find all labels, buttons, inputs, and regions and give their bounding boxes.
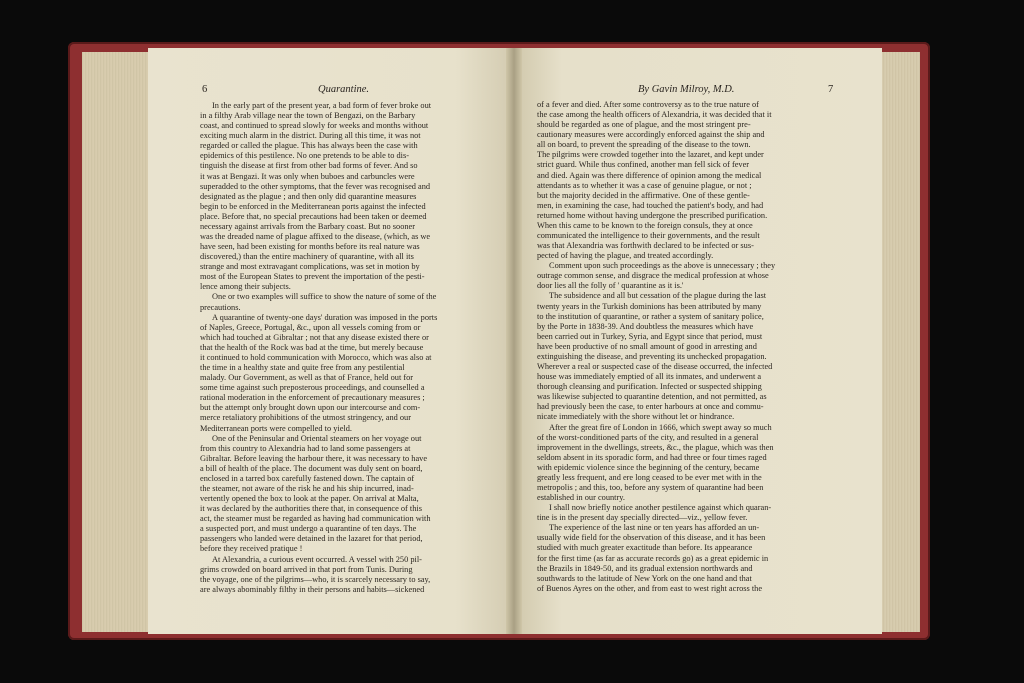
text-line: rational moderation in the enforcement of precautionary measures ; (200, 393, 425, 403)
text-line: the voyage, one of the pilgrims—who, it is scarcely necessary to say, (200, 574, 431, 584)
text-line: passengers who landed were detained in the lazaret for that period, (200, 534, 423, 544)
text-line: southwards to the latitude of New York on the one hand and that (537, 573, 752, 583)
text-line: was likewise subjected to quarantine detention, and not permitted, as (537, 392, 767, 402)
text-line: metropolis ; and this, too, before any system of quarantine had been (537, 482, 764, 492)
text-line: most of the European States to prevent the importation of the pesti- (200, 272, 425, 282)
text-line: epidemics of this pestilence. No one pretends to be able to dis- (200, 151, 410, 161)
text-line: enclosed in a tarred box carefully fastened down. The captain of (200, 473, 415, 483)
text-line: usually wide field for the observation of this disease, and it has been (537, 533, 766, 543)
text-line: that the health of the Rock was bad at the time, but merely because (200, 342, 424, 352)
text-line: extinguishing the disease, and preventing its unchecked propagation. (537, 351, 767, 361)
text-line: pected of having the plague, and treated accordingly. (537, 251, 714, 261)
text-line: twenty years in the Turkish dominions has been attributed by many (537, 301, 762, 311)
text-line: precautions. (200, 302, 241, 312)
text-line: The experience of the last nine or ten years has afforded an un- (549, 523, 760, 533)
right-page-text (537, 100, 841, 594)
text-line: was the dreaded name of plague affixed to the disease, (which, as we (200, 232, 431, 242)
text-line: malady. Our Government, as well as that of France, held out for (200, 373, 414, 383)
text-line: been carried out in Turkey, Syria, and Egypt since that period, must (537, 331, 763, 341)
text-line: the case among the health officers of Alexandria, it was decided that it (537, 110, 772, 120)
text-line: studied with much greater exactitude than before. Its appearance (537, 543, 753, 553)
text-line: exciting much alarm in the district. During all this time, it was not (200, 131, 421, 141)
text-line: improvement in the dwellings, streets, &c., the plague, which was then (537, 442, 774, 452)
text-line: the steamer, not aware of the risk he and his ship incurred, inad- (200, 483, 414, 493)
text-line: place. Before that, no special precautions had been taken or deemed (200, 211, 427, 221)
text-line: of Naples, Greece, Portugal, &c., upon all vessels coming from or (200, 322, 421, 332)
text-line: before they received pratique ! (200, 544, 303, 554)
text-line: Comment upon such proceedings as the above is unnecessary ; they (549, 261, 776, 271)
text-line: At Alexandria, a curious event occurred. A vessel with 250 pil- (212, 554, 422, 564)
text-line: some time against such preposterous proceedings, and counselled a (200, 383, 425, 393)
text-line: The pilgrims were crowded together into the lazaret, and kept under (537, 150, 764, 160)
text-line: to the institution of quarantine, or rather a system of sanitary police, (537, 311, 764, 321)
text-line: communicated the intelligence to their governments, and the result (537, 231, 760, 241)
text-line: lence among their subjects. (200, 282, 291, 292)
text-line: tine is in the present day specially directed—viz., yellow fever. (537, 513, 748, 523)
text-line: for the first time (as far as accurate records go) as a great epidemic in (537, 553, 769, 563)
book-gutter (506, 48, 522, 634)
text-line: but the majority decided in the affirmative. One of these gentle- (537, 190, 750, 200)
text-line: coast, and continued to spread slowly for weeks and months without (200, 121, 429, 131)
text-line: vertently opened the box to look at the paper. On arrival at Malta, (200, 494, 419, 504)
text-line: in a filthy Arab village near the town of Bengazi, on the Barbary (200, 111, 416, 121)
text-line: seldom absent in its sporadic form, and had three or four times raged (537, 452, 767, 462)
page-edges-right (880, 52, 920, 632)
text-line: I shall now briefly notice another pestilence against which quaran- (549, 503, 772, 513)
right-running-title: By Gavin Milroy, M.D. (638, 84, 735, 95)
text-line: have seen, had been existing for months before its real nature was (200, 242, 420, 252)
text-line: it continued to hold communication with Morocco, which was also at (200, 352, 432, 362)
text-line: Gibraltar. Before leaving the harbour there, it was necessary to have (200, 453, 428, 463)
text-line: merce retaliatory prohibitions of the utmost stringency, and our (200, 413, 412, 423)
text-line: thorough cleansing and purification. Infected or suspected shipping (537, 382, 762, 392)
text-line: One of the Peninsular and Oriental steamers on her voyage out (212, 433, 422, 443)
text-line: When this came to be known to the foreign consuls, they at once (537, 220, 753, 230)
text-line: of Buenos Ayres on the other, and from east to west right across the (537, 583, 763, 593)
text-line: Wherever a real or suspected case of the disease occurred, the infected (537, 362, 773, 372)
text-line: with epidemic violence since the beginning of the century, became (537, 462, 760, 472)
text-line: A quarantine of twenty-one days' duration was imposed in the ports (212, 312, 438, 322)
text-line: In the early part of the present year, a bad form of fever broke out (212, 101, 432, 110)
text-line: outrage common sense, and disgrace the medical profession at whose (537, 271, 769, 281)
text-line: have been productive of no small amount of good in arresting and (537, 341, 757, 351)
left-page-text (200, 101, 500, 595)
text-line: nicate immediately with the shore without let or hindrance. (537, 412, 735, 422)
text-line: had previously been the case, to enter harbours at once and commu- (537, 402, 764, 412)
text-line: Mediterranean ports were compelled to yield. (200, 423, 352, 433)
text-line: established in our country. (537, 493, 625, 503)
text-line: the Brazils in 1849-50, and its gradual extension northwards and (537, 563, 753, 573)
text-line: begin to be enforced in the Mediterranean ports against the infected (200, 201, 426, 211)
left-running-title: Quarantine. (318, 84, 370, 95)
text-line: but the attempt only brought down upon our intercourse and com- (200, 403, 421, 413)
text-line: it was at Bengazi. It was only when buboes and carbuncles were (200, 171, 415, 181)
text-line: regarded or called the plague. This has always been the case with (200, 141, 418, 151)
right-page-number: 7 (828, 84, 834, 95)
text-line: grims crowded on board arrived in that port from Tunis. During (200, 564, 413, 574)
text-line: by the Porte in 1838-39. And doubtless the measures which have (537, 321, 754, 331)
text-line: greatly less frequent, and ere long ceased to be ever met with in the (537, 472, 762, 482)
text-line: it was declared by the authorities there that, in consequence of this (200, 504, 422, 514)
text-line: necessary against arrivals from the Barbary coast. But no sooner (200, 221, 416, 231)
text-line: the time in a healthy state and quite free from any pestilential (200, 363, 405, 373)
left-page-number: 6 (202, 84, 208, 95)
text-line: men, in examining the case, had touched the patient's body, and had (537, 200, 764, 210)
text-line: superadded to the other symptoms, that the fever was recognised and (200, 181, 431, 191)
text-line: cautionary measures were accordingly enforced against the ship and (537, 130, 765, 140)
text-line: from this country to Alexandria had to land some passengers at (200, 443, 411, 453)
text-line: act, the steamer must be regarded as having had communication with (200, 514, 431, 524)
text-line: and died. Again was there difference of opinion among the medical (537, 170, 762, 180)
text-line: returned home without having undergone the prescribed purification. (537, 210, 768, 220)
page-edges-left (82, 52, 148, 632)
text-line: was that Alexandria was forthwith declared to be infected or sus- (537, 241, 754, 251)
text-line: a bill of health of the place. The document was duly sent on board, (200, 463, 423, 473)
text-line: The subsidence and all but cessation of the plague during the last (549, 291, 767, 301)
text-line: should be regarded as one of plague, and the most stringent pre- (537, 120, 751, 130)
text-line: are always abominably filthy in their persons and habits—sickened (200, 584, 425, 594)
text-line: which had touched at Gibraltar ; not that any disease existed there or (200, 332, 429, 342)
text-line: a suspected port, and must undergo a quarantine of ten days. The (200, 524, 417, 534)
text-line: One or two examples will suffice to show the nature of some of the (212, 292, 437, 302)
text-line: strange and most extravagant complications, was set in motion by (200, 262, 420, 272)
text-line: house was immediately emptied of all its inmates, and underwent a (537, 372, 762, 382)
text-line: attendants as to whether it was a case of genuine plague, or not ; (537, 180, 752, 190)
text-line: designated as the plague ; and then only did quarantine measures (200, 191, 417, 201)
text-line: discovered,) than the entire machinery of quarantine, with all its (200, 252, 414, 262)
text-line: tinguish the disease at first from other bad forms of fever. And so (200, 161, 418, 171)
text-line: all on board, to prevent the spreading of the disease to the town. (537, 140, 751, 150)
text-line: door lies all the folly of ' quarantine as it is.' (537, 281, 684, 291)
text-line: strict guard. While thus confined, another man fell sick of fever (537, 160, 750, 170)
text-line: of a fever and died. After some controversy as to the true nature of (537, 100, 759, 109)
text-line: After the great fire of London in 1666, which swept away so much (549, 422, 772, 432)
text-line: of the worst-conditioned parts of the city, and resulted in a general (537, 432, 759, 442)
